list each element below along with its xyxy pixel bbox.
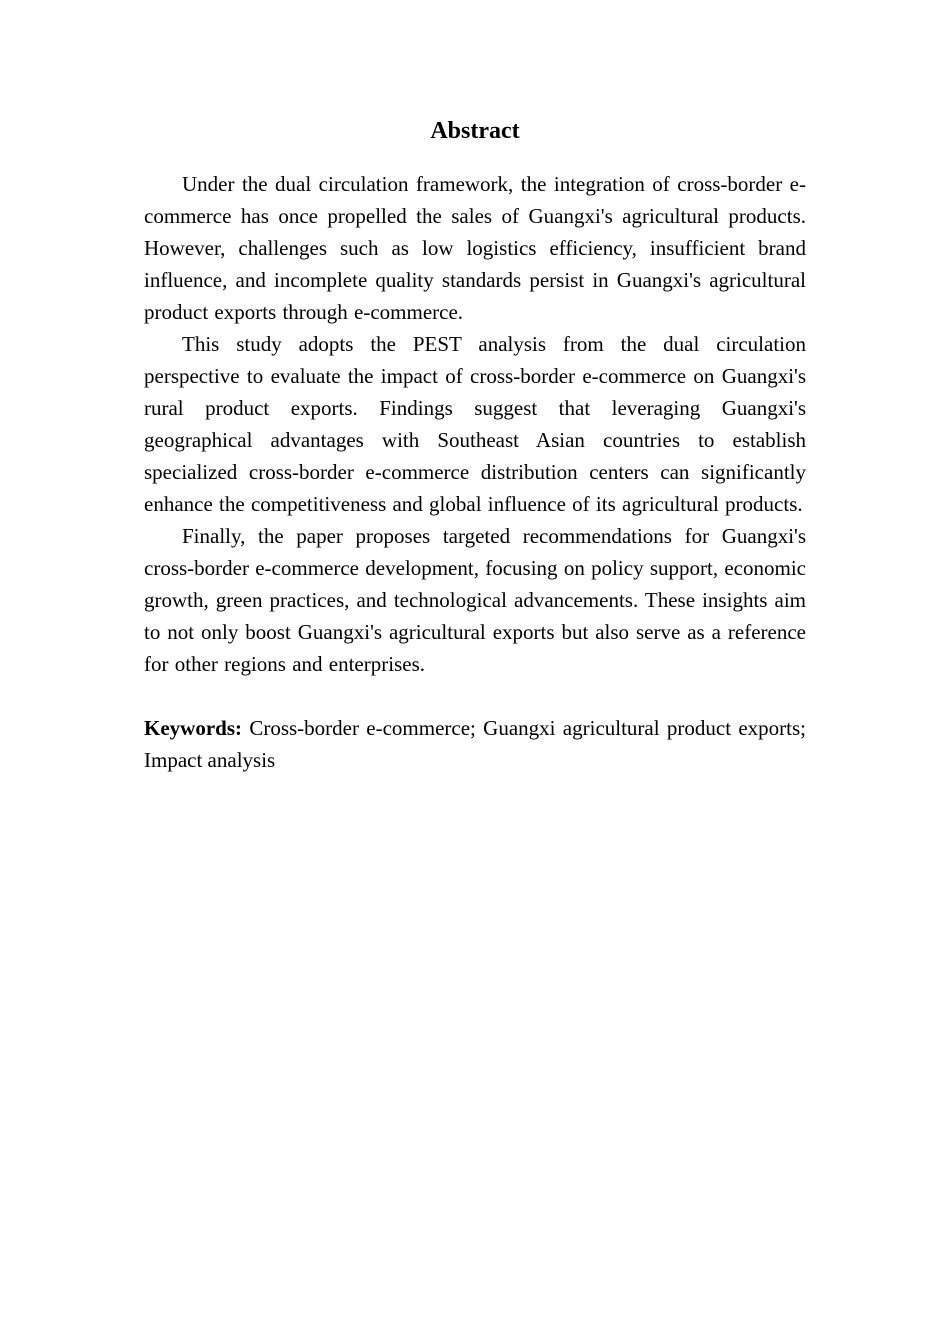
abstract-section — [144, 114, 806, 776]
keywords-text: Cross-border e-commerce; Guangxi agricultural product exports; Impact analysis — [144, 716, 806, 772]
abstract-paragraph-3: Finally, the paper proposes targeted recommendations for Guangxi's cross-border e-commerce development, focusing on policy support, economic growth, green practices, and technological advancements. These insights aim to not only boost Guangxi's agricultural exports but also serve as a reference for other regions and enterprises. — [144, 524, 806, 676]
keywords-label: Keywords: — [144, 716, 242, 740]
abstract-title: Abstract — [430, 118, 520, 144]
abstract-paragraph-1: Under the dual circulation framework, the integration of cross-border e-commerce has once propelled the sales of Guangxi's agricultural products. However, challenges such as low logistics efficiency, insufficient brand influence, and incomplete quality standards persist in Guangxi's agricultural product exports through e-commerce. — [144, 172, 806, 324]
abstract-paragraph-2: This study adopts the PEST analysis from the dual circulation perspective to evaluate the impact of cross-border e-commerce on Guangxi's rural product exports. Findings suggest that leveraging Guangxi's geographical advantages with Southeast Asian countries to establish specialized cross-border e-commerce distribution centers can significantly enhance the competitiveness and global influence of its agricultural products. — [144, 332, 806, 516]
keywords-line — [144, 712, 806, 776]
